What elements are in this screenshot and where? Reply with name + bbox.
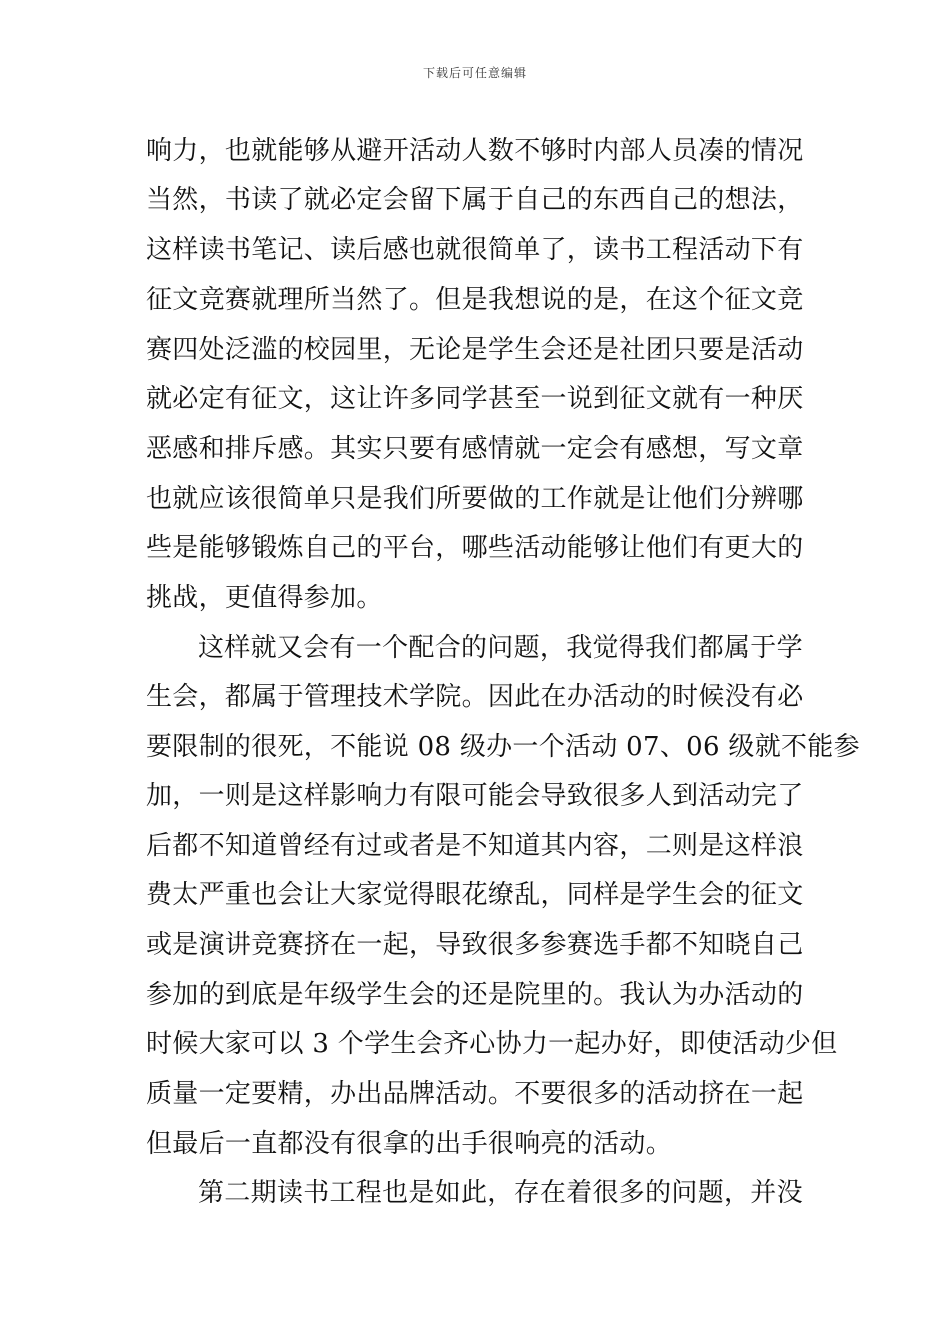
text-line: 费太严重也会让大家觉得眼花缭乱，同样是学生会的征文 [146, 880, 804, 910]
text-line: 生会，都属于管理技术学院。因此在办活动的时候没有必 [146, 682, 804, 712]
text-line: 时候大家可以 3 个学生会齐心协力一起办好，即使活动少但 [146, 1029, 838, 1059]
text-line: 但最后一直都没有很拿的出手很响亮的活动。 [146, 1129, 673, 1159]
text-line: 就必定有征文，这让许多同学甚至一说到征文就有一种厌 [146, 384, 804, 414]
text-line: 响力，也就能够从避开活动人数不够时内部人员凑的情况 [146, 136, 804, 166]
text-line: 或是演讲竞赛挤在一起，导致很多参赛选手都不知晓自己 [146, 930, 804, 960]
text-line: 些是能够锻炼自己的平台，哪些活动能够让他们有更大的 [146, 533, 804, 563]
text-line: 这样读书笔记、读后感也就很简单了，读书工程活动下有 [146, 235, 804, 265]
text-line: 要限制的很死，不能说 08 级办一个活动 07、06 级就不能参 [146, 732, 860, 762]
text-line: 当然，书读了就必定会留下属于自己的东西自己的想法， [146, 185, 804, 215]
text-line: 征文竞赛就理所当然了。但是我想说的是，在这个征文竞 [146, 285, 804, 315]
page-header: 下载后可任意编辑 [422, 66, 527, 80]
text-line: 加，一则是这样影响力有限可能会导致很多人到活动完了 [146, 781, 804, 811]
text-line: 赛四处泛滥的校园里，无论是学生会还是社团只要是活动 [146, 335, 804, 365]
text-line: 也就应该很简单只是我们所要做的工作就是让他们分辨哪 [146, 484, 804, 514]
text-line: 质量一定要精，办出品牌活动。不要很多的活动挤在一起 [146, 1079, 804, 1109]
text-line: 恶感和排斥感。其实只要有感情就一定会有感想，写文章 [146, 434, 804, 464]
paragraph-first-line: 这样就又会有一个配合的问题，我觉得我们都属于学 [198, 633, 803, 663]
text-line: 参加的到底是年级学生会的还是院里的。我认为办活动的 [146, 980, 804, 1010]
paragraph-first-line: 第二期读书工程也是如此，存在着很多的问题，并没 [198, 1178, 803, 1208]
text-line: 后都不知道曾经有过或者是不知道其内容，二则是这样浪 [146, 831, 804, 861]
text-line: 挑战，更值得参加。 [146, 583, 383, 613]
